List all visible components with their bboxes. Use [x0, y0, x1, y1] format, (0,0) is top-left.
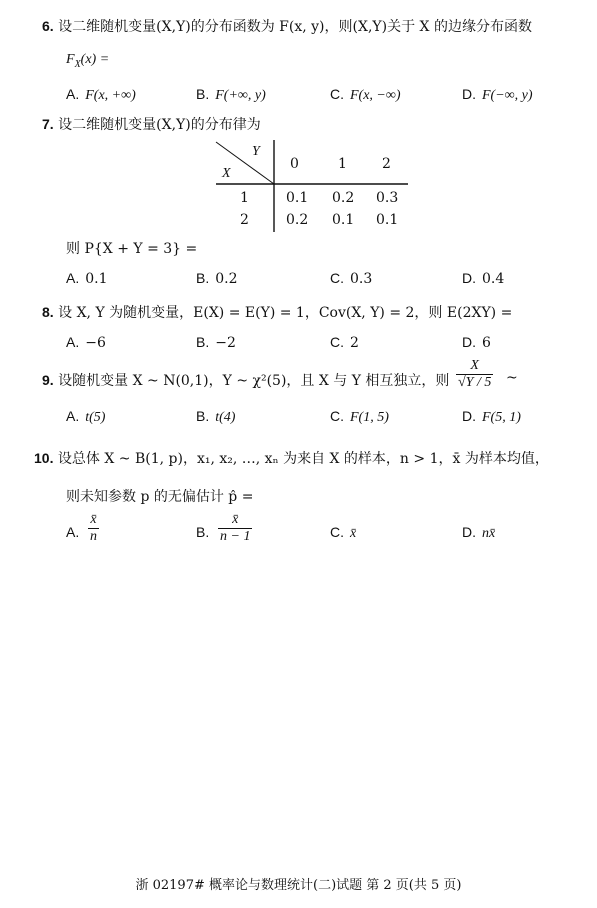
q10-option-a-fraction: x̄ n [90, 512, 97, 544]
q9-option-b[interactable]: B. t(4) [196, 408, 236, 425]
q7-col-1: 1 [338, 156, 347, 172]
q7-row-0-v0: 0.1 [286, 190, 309, 206]
q10-option-a[interactable]: A. [66, 524, 80, 540]
q9-number: 9. [42, 372, 54, 388]
q10-stem-line2: 则未知参数 p 的无偏估计 p̂ = [66, 489, 254, 505]
q7-row-0-v1: 0.2 [332, 190, 355, 206]
q7-number: 7. [42, 116, 54, 132]
q8-option-d[interactable]: D. 6 [462, 334, 491, 351]
q7-stem [42, 114, 261, 134]
q10-number: 10. [34, 450, 54, 466]
q8-option-c[interactable]: C. 2 [330, 334, 359, 351]
q6-option-a[interactable]: A. F(x, +∞) [66, 86, 136, 103]
q8-number: 8. [42, 304, 54, 320]
q6-stem [42, 16, 532, 36]
q7-option-c[interactable]: C. 0.3 [330, 270, 373, 287]
q7-corner-y: Y [252, 144, 260, 159]
page-footer: 浙 02197# 概率论与数理统计(二)试题 第 2 页(共 5 页) [135, 878, 462, 893]
q10-option-b-fraction: x̄ n − 1 [220, 512, 251, 544]
q8-stem-text: 设 X, Y 为随机变量，E(X) = E(Y) = 1，Cov(X, Y) = 2，则 E(2XY) = [58, 305, 513, 321]
q8-stem [42, 302, 512, 322]
q10-option-d[interactable]: D. nx̄ [462, 524, 496, 541]
q10-option-b[interactable]: B. [196, 524, 210, 540]
q7-option-b[interactable]: B. 0.2 [196, 270, 238, 287]
q7-corner-x: X [222, 166, 231, 181]
q7-row-1-v0: 0.2 [286, 212, 309, 228]
q7-stem-text: 设二维随机变量(X,Y)的分布律为 [58, 117, 261, 133]
q7-col-0: 0 [290, 156, 299, 172]
q6-number: 6. [42, 18, 54, 34]
q9-option-a[interactable]: A. t(5) [66, 408, 106, 425]
q9-stem [42, 370, 449, 390]
q9-fraction: X √Y / 5 [458, 358, 492, 390]
q7-row-1-x: 2 [240, 212, 249, 228]
q6-stem-text: 设二维随机变量(X,Y)的分布函数为 F(x, y)，则(X,Y)关于 X 的边缘分布函数 [58, 19, 532, 35]
q7-row-1-v1: 0.1 [332, 212, 355, 228]
q7-ask: 则 P{X + Y = 3} = [66, 241, 198, 257]
q9-stem-text: 设随机变量 X ~ N(0,1)，Y ~ χ²(5)，且 X 与 Y 相互独立，则 [58, 373, 450, 389]
q7-row-1-v2: 0.1 [376, 212, 399, 228]
q10-stem [34, 448, 549, 468]
q6-option-b[interactable]: B. F(+∞, y) [196, 86, 266, 103]
q7-row-0-v2: 0.3 [376, 190, 399, 206]
q10-option-c[interactable]: C. x̄ [330, 524, 357, 541]
q9-tilde: ~ [506, 370, 518, 386]
q8-option-b[interactable]: B. −2 [196, 334, 236, 351]
q7-distribution-table [212, 140, 412, 232]
q6-stem-line2: $F_X(x)$ = [66, 52, 110, 70]
q7-option-d[interactable]: D. 0.4 [462, 270, 505, 287]
q9-option-c[interactable]: C. F(1, 5) [330, 408, 389, 425]
q7-option-a[interactable]: A. 0.1 [66, 270, 108, 287]
q6-option-d[interactable]: D. F(−∞, y) [462, 86, 533, 103]
q7-row-0-x: 1 [240, 190, 249, 206]
q9-option-d[interactable]: D. F(5, 1) [462, 408, 521, 425]
q10-stem-text: 设总体 X ~ B(1, p)，x₁, x₂, …, xₙ 为来自 X 的样本，n > 1，x̄ 为样本均值， [57, 451, 549, 467]
q6-option-c[interactable]: C. F(x, −∞) [330, 86, 401, 103]
q8-option-a[interactable]: A. −6 [66, 334, 106, 351]
q7-col-2: 2 [382, 156, 391, 172]
